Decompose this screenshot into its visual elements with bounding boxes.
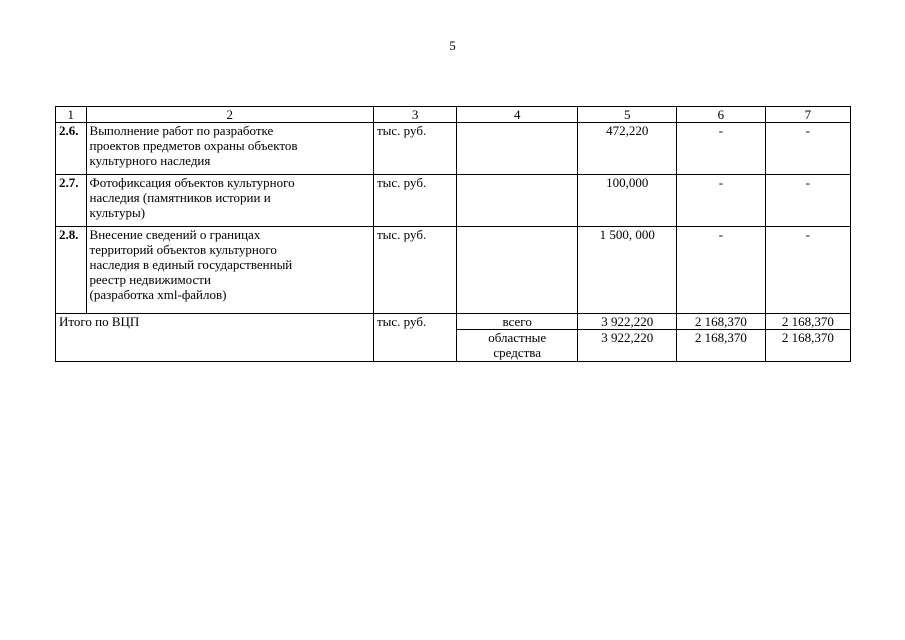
row-value-5: 1 500, 000	[578, 227, 677, 314]
row-name-line: наследия (памятников истории и	[89, 190, 271, 205]
row-name-line: реестр недвижимости	[89, 272, 211, 287]
row-value-7: -	[765, 175, 850, 227]
table-row	[56, 227, 851, 314]
row-name-line: Выполнение работ по разработке	[89, 123, 274, 138]
table-header-row	[56, 107, 851, 123]
total-source: всего	[457, 314, 578, 330]
row-value-6: -	[677, 175, 765, 227]
row-name-line: культуры)	[89, 205, 146, 220]
total-row	[56, 314, 851, 330]
row-unit: тыс. руб.	[373, 227, 456, 314]
row-name-line: культурного наследия	[89, 153, 211, 168]
header-cell: 5	[578, 107, 677, 123]
row-name-line: Внесение сведений о границах	[89, 227, 261, 242]
row-value-5: 100,000	[578, 175, 677, 227]
header-cell: 1	[56, 107, 87, 123]
total-value-6: 2 168,370	[677, 330, 765, 362]
total-value-5: 3 922,220	[578, 330, 677, 362]
table-row	[56, 175, 851, 227]
row-value-6: -	[677, 123, 765, 175]
row-name	[86, 123, 373, 175]
row-name-line: наследия в единый государственный	[89, 257, 293, 272]
table-row	[56, 123, 851, 175]
total-source-line: областные	[488, 330, 547, 345]
row-number: 2.7.	[56, 175, 87, 227]
header-cell: 7	[765, 107, 850, 123]
total-value-7: 2 168,370	[765, 330, 850, 362]
header-cell: 6	[677, 107, 765, 123]
row-name-line: проектов предметов охраны объектов	[89, 138, 298, 153]
total-value-6: 2 168,370	[677, 314, 765, 330]
row-value-7: -	[765, 227, 850, 314]
row-number: 2.8.	[56, 227, 87, 314]
total-unit: тыс. руб.	[373, 314, 456, 362]
row-value-7: -	[765, 123, 850, 175]
total-label: Итого по ВЦП	[56, 314, 374, 362]
row-source	[457, 123, 578, 175]
row-name-line: территорий объектов культурного	[89, 242, 277, 257]
row-name-line: Фотофиксация объектов культурного	[89, 175, 295, 190]
row-value-5: 472,220	[578, 123, 677, 175]
row-name	[86, 175, 373, 227]
header-cell: 2	[86, 107, 373, 123]
row-unit: тыс. руб.	[373, 175, 456, 227]
total-value-5: 3 922,220	[578, 314, 677, 330]
row-name-line: (разработка xml-файлов)	[89, 287, 227, 302]
total-source-line: средства	[493, 345, 542, 360]
row-number: 2.6.	[56, 123, 87, 175]
header-cell: 3	[373, 107, 456, 123]
row-unit: тыс. руб.	[373, 123, 456, 175]
header-cell: 4	[457, 107, 578, 123]
page-number: 5	[449, 38, 456, 53]
row-name	[86, 227, 373, 314]
row-source	[457, 227, 578, 314]
row-source	[457, 175, 578, 227]
budget-table	[55, 106, 851, 362]
row-value-6: -	[677, 227, 765, 314]
total-value-7: 2 168,370	[765, 314, 850, 330]
total-source	[457, 330, 578, 362]
